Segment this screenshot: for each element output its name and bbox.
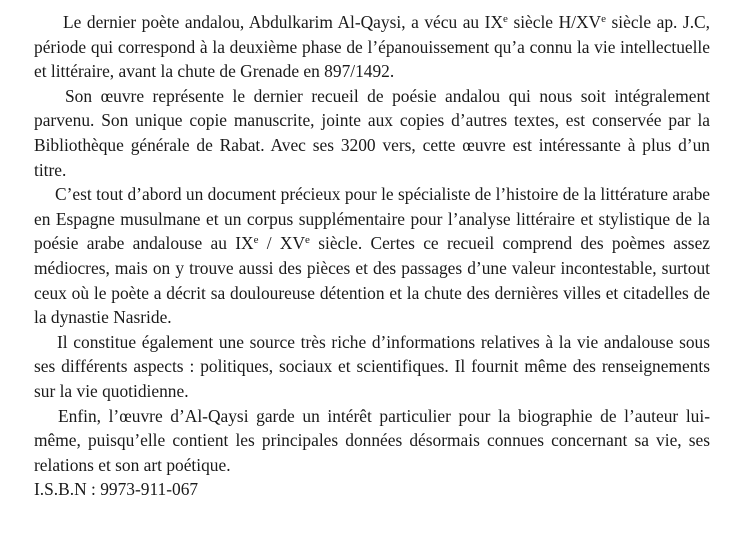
superscript-e: e bbox=[305, 234, 310, 247]
paragraph-document-text-2: / XV bbox=[258, 233, 306, 254]
paragraph-document-text-3: siècle. Certes ce recueil comprend des poèmes assez médiocres, mais on y trouve aussi des pièces et des passages d’une valeur incontestable, surtout ceux où le poète a décrit sa douloureuse détention et la chute des dernières villes et citadelles de la dynastie Nasride. bbox=[34, 233, 711, 328]
paragraph-document-text-1: C’est tout d’abord un document précieux pour le spécialiste de l’histoire de la littérature arabe en Espagne musulmane et un corpus supplémentaire pour l’analyse littéraire et stylistique de la poésie arabe andalouse au IX bbox=[34, 184, 710, 254]
document-body bbox=[34, 10, 710, 502]
superscript-e: e bbox=[253, 234, 259, 247]
superscript-e: e bbox=[503, 13, 508, 25]
superscript-e: e bbox=[601, 13, 606, 25]
paragraph-oeuvre: Son œuvre représente le dernier recueil de poésie andalou qui nous soit intégralement parvenu. Son unique copie manuscrite, jointe aux copies d’autres textes, est conservée par la Bibliothèque générale de Rabat. Avec ses 3200 vers, cette œuvre est intéressante à plus d’un titre. bbox=[34, 85, 710, 180]
paragraph-biographie: Enfin, l’œuvre d’Al-Qaysi garde un intérêt particulier pour la biographie de l’auteur lui-même, puisqu’elle contient les principales données désormais connues concernant sa vie, ses relations et son art poétique. bbox=[34, 405, 710, 475]
paragraph-intro bbox=[34, 10, 710, 84]
paragraph-intro-text-3: siècle ap. J.C, période qui correspond à la deuxième phase de l’épanouissement qu’a connu la vie intellectuelle et littéraire, avant la chute de Grenade en 897/1492. bbox=[34, 12, 710, 82]
paragraph-intro-text-1: Le dernier poète andalou, Abdulkarim Al-Qaysi, a vécu au IX bbox=[63, 12, 504, 32]
paragraph-source: Il constitue également une source très riche d’informations relatives à la vie andalouse sous ses différents aspects : politiques, sociaux et scientifiques. Il fournit même des renseignements sur la vie quotidienne. bbox=[34, 331, 710, 401]
paragraph-document-precieux bbox=[34, 182, 710, 330]
isbn-line: I.S.B.N : 9973-911-067 bbox=[34, 479, 199, 500]
paragraph-intro-text-2: siècle H/XV bbox=[507, 12, 602, 32]
